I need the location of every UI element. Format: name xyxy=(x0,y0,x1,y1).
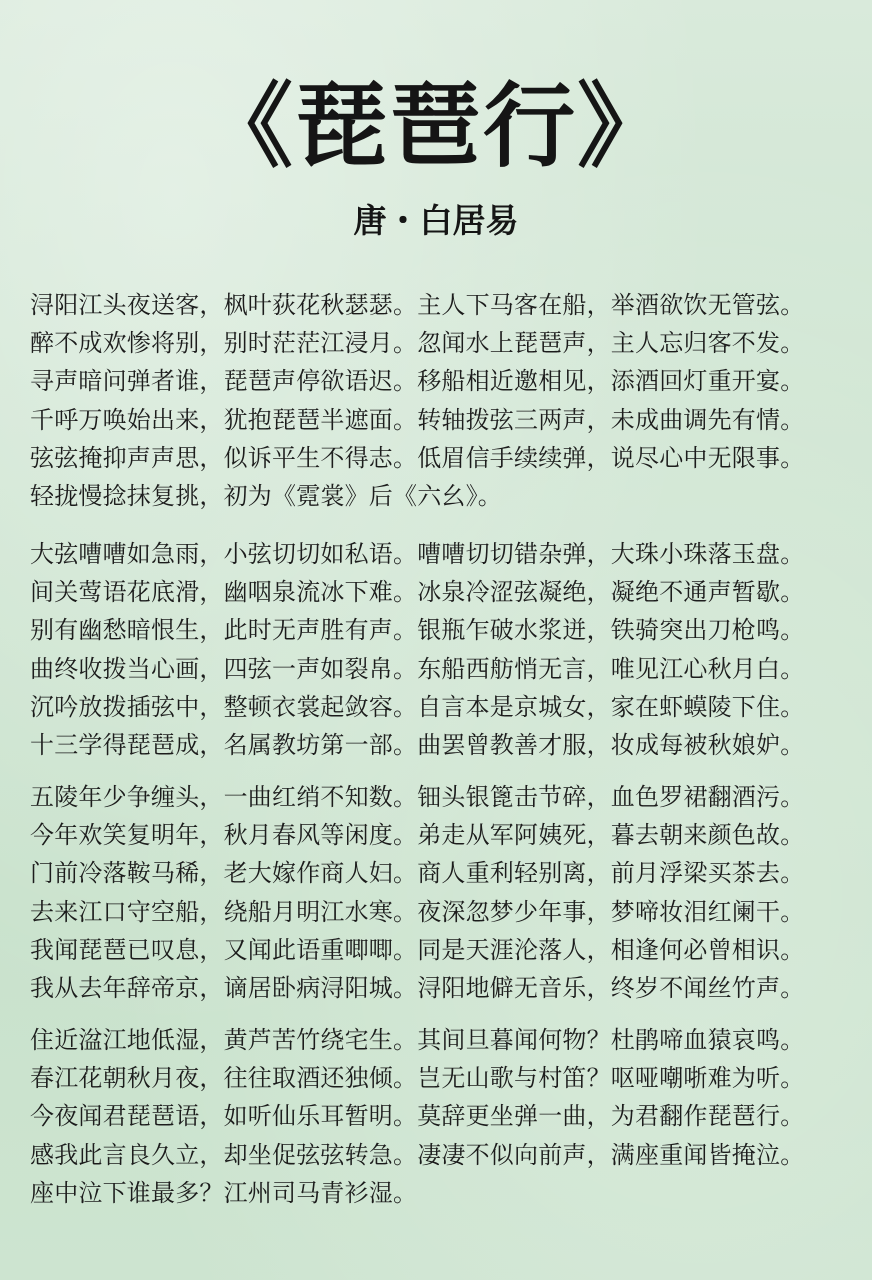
poem-line: 春江花朝秋月夜，往往取酒还独倾。岂无山歌与村笛？呕哑嘲哳难为听。 xyxy=(30,1064,805,1093)
poem-line: 别有幽愁暗恨生，此时无声胜有声。银瓶乍破水浆迸，铁骑突出刀枪鸣。 xyxy=(30,616,805,645)
poem-line: 五陵年少争缠头，一曲红绡不知数。钿头银篦击节碎，血色罗裙翻酒污。 xyxy=(30,783,805,811)
stanza-1 xyxy=(30,286,850,515)
poem-line: 座中泣下谁最多？江州司马青衫湿。 xyxy=(30,1178,418,1207)
poem-line: 曲终收拨当心画，四弦一声如裂帛。东船西舫悄无言，唯见江心秋月白。 xyxy=(30,654,805,683)
poem-line: 今年欢笑复明年，秋月春风等闲度。弟走从军阿姨死，暮去朝来颜色故。 xyxy=(30,821,805,850)
poem-line: 住近湓江地低湿，黄芦苦竹绕宅生。其间旦暮闻何物？杜鹃啼血猿哀鸣。 xyxy=(30,1026,805,1054)
poem-line: 浔阳江头夜送客，枫叶荻花秋瑟瑟。主人下马客在船，举酒欲饮无管弦。 xyxy=(30,291,805,319)
poem-line: 间关莺语花底滑，幽咽泉流冰下难。冰泉冷涩弦凝绝，凝绝不通声暂歇。 xyxy=(30,578,805,607)
stanza-2 xyxy=(30,535,850,764)
poem-line: 十三学得琵琶成，名属教坊第一部。曲罢曾教善才服，妆成每被秋娘妒。 xyxy=(30,730,805,759)
poem-line: 今夜闻君琵琶语，如听仙乐耳暂明。莫辞更坐弹一曲，为君翻作琵琶行。 xyxy=(30,1102,805,1131)
poem-line: 门前冷落鞍马稀，老大嫁作商人妇。商人重利轻别离，前月浮梁买茶去。 xyxy=(30,859,805,888)
poem-line: 醉不成欢惨将别，别时茫茫江浸月。忽闻水上琵琶声，主人忘归客不发。 xyxy=(30,329,805,358)
poem-author: 唐・白居易 xyxy=(353,201,519,240)
stanza-4 xyxy=(30,1021,850,1212)
poem-title: 《琵琶行》 xyxy=(200,73,671,180)
poem-line: 寻声暗问弹者谁，琵琶声停欲语迟。移船相近邀相见，添酒回灯重开宴。 xyxy=(30,367,805,396)
poem-line: 去来江口守空船，绕船月明江水寒。夜深忽梦少年事，梦啼妆泪红阑干。 xyxy=(30,897,805,926)
poem-line: 千呼万唤始出来，犹抱琵琶半遮面。转轴拨弦三两声，未成曲调先有情。 xyxy=(30,405,805,434)
poem-line: 大弦嘈嘈如急雨，小弦切切如私语。嘈嘈切切错杂弹，大珠小珠落玉盘。 xyxy=(30,540,805,568)
poem-line: 我闻琵琶已叹息，又闻此语重唧唧。同是天涯沦落人，相逢何必曾相识。 xyxy=(30,935,805,964)
stanza-3 xyxy=(30,778,850,1007)
poem-line: 轻拢慢捻抹复挑，初为《霓裳》后《六幺》。 xyxy=(30,481,502,510)
poem-line: 感我此言良久立，却坐促弦弦转急。凄凄不似向前声，满座重闻皆掩泣。 xyxy=(30,1140,805,1169)
poem-line: 弦弦掩抑声声思，似诉平生不得志。低眉信手续续弹，说尽心中无限事。 xyxy=(30,443,805,472)
poem-line: 我从去年辞帝京，谪居卧病浔阳城。浔阳地僻无音乐，终岁不闻丝竹声。 xyxy=(30,973,805,1002)
poem-line: 沉吟放拨插弦中，整顿衣裳起敛容。自言本是京城女，家在虾蟆陵下住。 xyxy=(30,692,805,721)
